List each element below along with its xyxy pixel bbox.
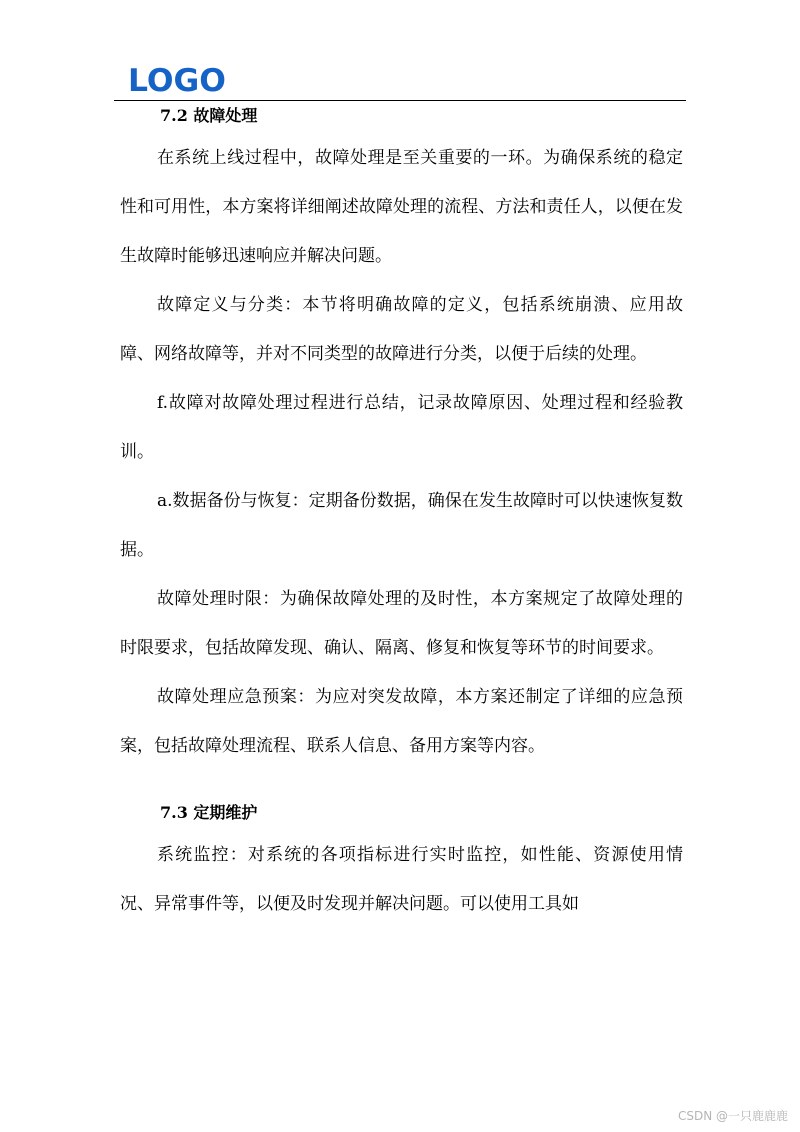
paragraph: 在系统上线过程中，故障处理是至关重要的一环。为确保系统的稳定性和可用性，本方案将详细阐述故障处理的流程、方法和责任人，以便在发生故障时能够迅速响应并解决问题。: [120, 148, 683, 266]
paragraph: a.数据备份与恢复：定期备份数据，确保在发生故障时可以快速恢复数据。: [120, 491, 683, 560]
paragraph: 系统监控：对系统的各项指标进行实时监控，如性能、资源使用情况、异常事件等，以便及时发现并解决问题。可以使用工具如: [120, 845, 683, 914]
section-heading-7-2: 7.2 故障处理: [160, 106, 258, 125]
watermark: CSDN @一只鹿鹿鹿: [677, 1109, 788, 1123]
paragraph: f.故障对故障处理过程进行总结，记录故障原因、处理过程和经验教训。: [120, 393, 683, 462]
paragraph: 故障处理应急预案：为应对突发故障，本方案还制定了详细的应急预案，包括故障处理流程、联系人信息、备用方案等内容。: [120, 687, 683, 756]
logo-image: [128, 62, 228, 96]
logo-text: LOGO: [128, 63, 226, 96]
paragraph: 故障处理时限：为确保故障处理的及时性，本方案规定了故障处理的时限要求，包括故障发现、确认、隔离、修复和恢复等环节的时间要求。: [120, 589, 683, 658]
section-heading-7-3: 7.3 定期维护: [160, 803, 258, 822]
paragraph: 故障定义与分类：本节将明确故障的定义，包括系统崩溃、应用故障、网络故障等，并对不同类型的故障进行分类，以便于后续的处理。: [120, 295, 683, 364]
document-body: [120, 98, 683, 929]
